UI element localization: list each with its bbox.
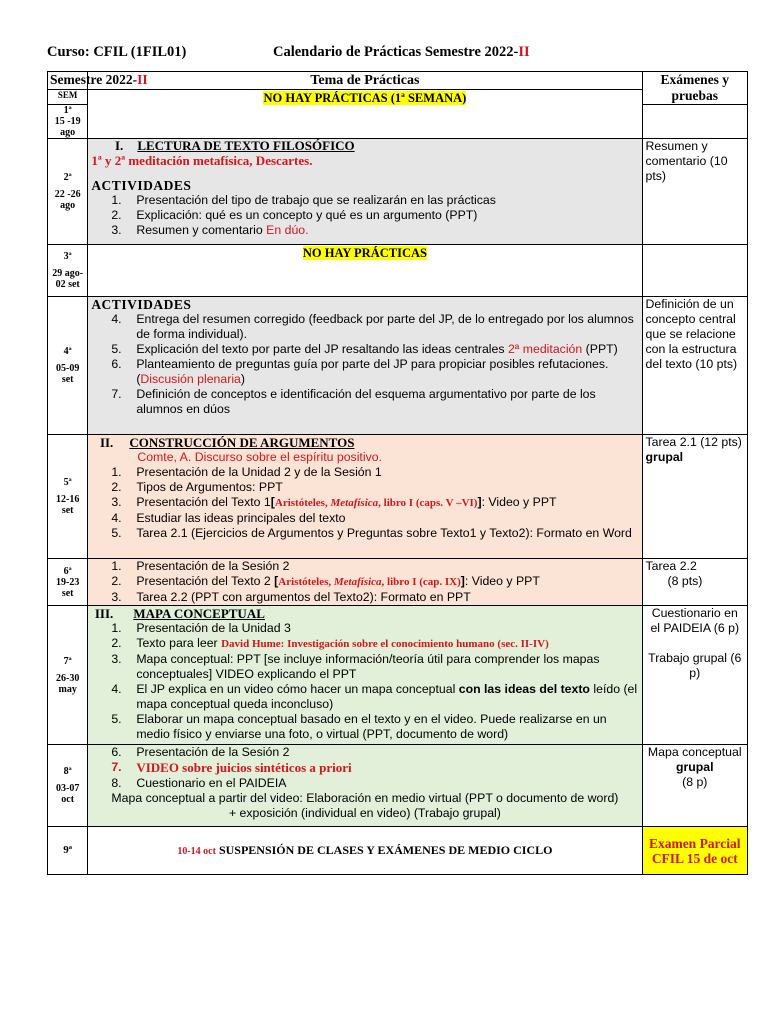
note-line-1: Mapa conceptual a partir del video: Elaboración en medio virtual (PPT o documento de word) [111, 791, 619, 805]
item-chapter: , libro I (caps. V –VI) [378, 497, 478, 509]
practice-calendar-table [47, 71, 748, 875]
list-item [91, 312, 638, 342]
week-6-cell [48, 559, 88, 606]
week-dates: 12-16 set [55, 494, 80, 516]
row-6-exam [642, 559, 747, 606]
week-1-cell [48, 105, 88, 139]
list-item [91, 760, 638, 776]
row-5-exam [642, 435, 747, 559]
item-number: 1. [111, 465, 122, 479]
item-number: 1. [111, 559, 122, 573]
row-2-topic [88, 139, 642, 245]
item-text: Explicación del texto por parte del JP resaltando las ideas centrales [136, 342, 508, 356]
week-number: 2ª [63, 172, 72, 183]
item-text: Tipos de Argumentos: PPT [136, 480, 283, 494]
no-practices-week-1: NO HAY PRÁCTICAS (1ª SEMANA) [263, 91, 467, 105]
list-item [91, 526, 638, 541]
item-number: 6. [111, 357, 122, 371]
item-number: 3. [111, 590, 122, 604]
item-number: 3. [111, 223, 122, 237]
list-item [91, 621, 638, 636]
week-number: 3ª [63, 251, 72, 262]
semester-header-suffix: II [137, 72, 148, 87]
week-number: 8ª [63, 766, 72, 777]
item-number: 4. [111, 682, 122, 696]
item-text-after: : Video y PPT [481, 495, 557, 509]
item-text-after: (PPT) [582, 342, 618, 356]
no-practices: NO HAY PRÁCTICAS [302, 246, 427, 260]
calendar-title [273, 44, 530, 61]
week-dates: 29 ago-02 set [52, 268, 84, 290]
list-item [91, 559, 638, 574]
exam-text: Tarea 2.2 [645, 559, 697, 573]
exam-bold: grupal [645, 450, 684, 464]
week-4-cell [48, 297, 88, 435]
item-bold: con las ideas del texto [458, 682, 590, 696]
section-subtitle: 1ª y 2ª meditación metafísica, Descartes. [91, 153, 313, 168]
table-row [48, 606, 748, 745]
list-item [91, 745, 638, 760]
section-title [91, 435, 638, 450]
row-7-exam [642, 606, 747, 745]
table-header-row [48, 72, 748, 90]
week-2-cell [48, 139, 88, 245]
activities-label: ACTIVIDADES [91, 297, 192, 312]
list-item [91, 480, 638, 495]
exam-text: Mapa conceptual [647, 745, 742, 759]
row-3-exam [642, 245, 747, 297]
item-text: Entrega del resumen corregido (feedback por parte del JP, de lo entregado por los alumnos de forma individual). [136, 312, 634, 341]
section-title-text: LECTURA DE TEXTO FILOSÓFICO [137, 138, 355, 153]
item-text: Presentación de la Sesión 2 [136, 559, 290, 573]
calendar-title-text: Calendario de Prácticas Semestre 2022- [273, 44, 519, 60]
table-row [48, 139, 748, 245]
row-1-exam [642, 105, 747, 139]
item-text: Presentación de la Unidad 2 y de la Sesión 1 [136, 465, 382, 479]
item-number: 3. [111, 652, 122, 666]
row-5-topic [88, 435, 642, 559]
list-item [91, 682, 638, 712]
row-4-exam: Definición de un concepto central que se relacione con la estructura del texto (10 pts) [642, 297, 747, 435]
list-item [91, 590, 638, 605]
activities-label: ACTIVIDADES [91, 178, 192, 193]
item-text: Explicación: qué es un concepto y qué es un argumento (PPT) [136, 208, 478, 222]
item-text-after: ) [240, 372, 246, 386]
item-reading: David Hume: Investigación sobre el conocimiento humano (sec. II-IV) [221, 638, 549, 650]
note-line-2: + exposición (individual en video) (Trabajo grupal) [228, 806, 501, 820]
suspension-dates: 10-14 oct [177, 846, 216, 857]
item-number: 2. [111, 208, 122, 222]
section-title [91, 606, 638, 621]
item-number: 6. [111, 745, 122, 759]
item-number: 7. [111, 760, 122, 774]
row-8-exam [642, 745, 747, 827]
section-number: I. [115, 138, 124, 153]
week-9-cell [48, 827, 88, 875]
item-number: 4. [111, 511, 122, 525]
list-item [91, 223, 638, 238]
table-row [48, 827, 748, 875]
item-highlight: En dúo. [266, 223, 309, 237]
row-7-topic [88, 606, 642, 745]
item-text: Texto para leer [136, 636, 222, 650]
week-number: 5ª [63, 477, 72, 488]
list-item [91, 776, 638, 791]
item-number: 5. [111, 526, 122, 540]
list-item [91, 465, 638, 480]
section-title-text: CONSTRUCCIÓN DE ARGUMENTOS [129, 435, 355, 450]
table-row [48, 297, 748, 435]
activity-list [91, 193, 638, 238]
item-text: Planteamiento de preguntas guía por parte del JP para propiciar posibles refutaciones. ( [136, 357, 609, 386]
list-item [91, 208, 638, 223]
table-row [48, 245, 748, 297]
row-2-exam: Resumen y comentario (10 pts) [642, 139, 747, 245]
item-number: 2. [111, 574, 122, 588]
item-text: Tarea 2.1 (Ejercicios de Argumentos y Preguntas sobre Texto1 y Texto2): Formato en Word [136, 526, 632, 540]
activity-list [91, 465, 638, 541]
activity-list [91, 745, 638, 791]
week-number: 9ª [63, 844, 73, 856]
list-item [91, 652, 638, 682]
item-text: El JP explica en un video cómo hacer un mapa conceptual [136, 682, 459, 696]
list-item [91, 636, 638, 652]
row-8-topic [88, 745, 642, 827]
list-item [91, 342, 638, 357]
item-number: 4. [111, 312, 122, 326]
item-number: 1. [111, 621, 122, 635]
week-3-cell [48, 245, 88, 297]
calendar-title-suffix: II [518, 44, 530, 60]
week-number: 7ª [63, 655, 72, 667]
midterm-exam-badge: Examen Parcial CFIL 15 de oct [642, 827, 747, 875]
item-highlight: Discusión plenaria [140, 372, 241, 386]
semester-header-text: Semestre 2022- [50, 72, 138, 87]
week-number: 4ª [63, 346, 72, 357]
list-item [91, 193, 638, 208]
exam-text-2: Trabajo grupal (6 p) [648, 651, 742, 680]
item-number: 2. [111, 480, 122, 494]
exam-text: Tarea 2.1 (12 pts) [645, 435, 742, 449]
list-item [91, 511, 638, 526]
row-4-topic [88, 297, 642, 435]
item-text: Tarea 2.2 (PPT con argumentos del Texto2): Formato en PPT [136, 590, 471, 604]
row-1-topic [88, 90, 642, 139]
week-dates: 26-30 may [55, 672, 80, 695]
section-title [91, 138, 638, 153]
item-number: 5. [111, 342, 122, 356]
item-number: 3. [111, 495, 122, 509]
item-text: Estudiar las ideas principales del texto [136, 511, 346, 525]
item-text: Elaborar un mapa conceptual basado en el texto y en el video. Puede realizarse en un medio físico y enviarse una foto, o virtual (PPT, documento de word) [136, 712, 607, 741]
item-author: Aristóteles, [278, 576, 334, 588]
exam-text-2: (8 pts) [667, 574, 703, 588]
course-code: Curso: CFIL (1FIL01) [47, 44, 187, 60]
week-number: 6ª [63, 565, 72, 577]
week-5-cell [48, 435, 88, 559]
item-number: 5. [111, 712, 122, 726]
week-7-cell [48, 606, 88, 745]
week-dates: 19-23 set [55, 576, 80, 599]
row-3-topic [88, 245, 642, 297]
week-dates: 05-09 set [55, 363, 80, 385]
list-item [91, 357, 638, 387]
section-number: III. [94, 606, 114, 621]
list-item: 2. Presentación del Texto 2 [Aristóteles, Metafísica, libro I (cap. IX)]: Video y PPT [111, 574, 540, 588]
document-header [47, 44, 747, 64]
week-dates: 03-07 oct [55, 783, 80, 805]
item-text: Presentación del Texto 1 [136, 495, 271, 509]
section-title-text: MAPA CONCEPTUAL [133, 606, 265, 621]
item-text: Presentación del tipo de trabajo que se realizarán en las prácticas [136, 193, 496, 207]
item-text-after: leído (el mapa conceptual queda inconcluso) [136, 682, 638, 711]
item-text: Presentación de la Unidad 3 [136, 621, 291, 635]
item-video: VIDEO sobre juicios sintéticos a priori [136, 760, 352, 775]
exam-text-2: (8 p) [682, 775, 708, 789]
exams-header: Exámenes y pruebas [642, 72, 747, 105]
item-text: Mapa conceptual: PPT [se incluye información/teoría útil para comprender los mapas conceptuales] VIDEO explicando el PPT [136, 652, 600, 681]
exam-bold: grupal [675, 760, 714, 774]
section-number: II. [99, 435, 114, 450]
week-dates: 22 -26 ago [54, 189, 81, 211]
item-text: Presentación de la Sesión 2 [136, 745, 290, 759]
item-author: Aristóteles, [274, 497, 331, 509]
item-text: Definición de conceptos e identificación del esquema argumentativo por parte de los alumnos en dúos [136, 387, 596, 416]
week-dates: 15 -19 ago [54, 116, 81, 138]
item-work: Metafísica [333, 576, 382, 588]
semester-header [48, 72, 148, 90]
table-row [48, 745, 748, 827]
item-highlight: 2ª meditación [507, 342, 583, 356]
item-number: 7. [111, 387, 122, 401]
item-number: 1. [111, 193, 122, 207]
exam-text: Cuestionario en el PAIDEIA (6 p) [650, 606, 740, 635]
row-9-topic [88, 827, 642, 875]
topic-header: Tema de Prácticas [88, 72, 642, 90]
list-item [91, 387, 638, 417]
list-item [91, 712, 638, 742]
activity-list [91, 559, 638, 605]
item-number: 2. [111, 636, 122, 650]
item-text: Resumen y comentario [136, 223, 267, 237]
week-8-cell [48, 745, 88, 827]
row-6-topic [88, 559, 642, 606]
activity-list [91, 621, 638, 742]
item-text: Cuestionario en el PAIDEIA [136, 776, 287, 790]
item-text: Presentación del Texto 2 [136, 574, 275, 588]
section-subtitle: Comte, A. Discurso sobre el espíritu positivo. [137, 450, 382, 464]
table-row [48, 559, 748, 606]
item-text-after: : Video y PPT [464, 574, 540, 588]
activity-list [91, 312, 638, 417]
item-work: Metafísica [330, 497, 379, 509]
item-number: 8. [111, 776, 122, 790]
list-item: 3. Presentación del Texto 1[Aristóteles, Metafísica, libro I (caps. V –VI)]: Video y PPT [111, 495, 557, 509]
item-chapter: , libro I (cap. IX) [381, 576, 461, 588]
table-row [48, 435, 748, 559]
week-number: 1ª [63, 105, 72, 116]
suspension-text: SUSPENSIÓN DE CLASES Y EXÁMENES DE MEDIO CICLO [215, 843, 553, 857]
sem-label: SEM [48, 90, 88, 105]
